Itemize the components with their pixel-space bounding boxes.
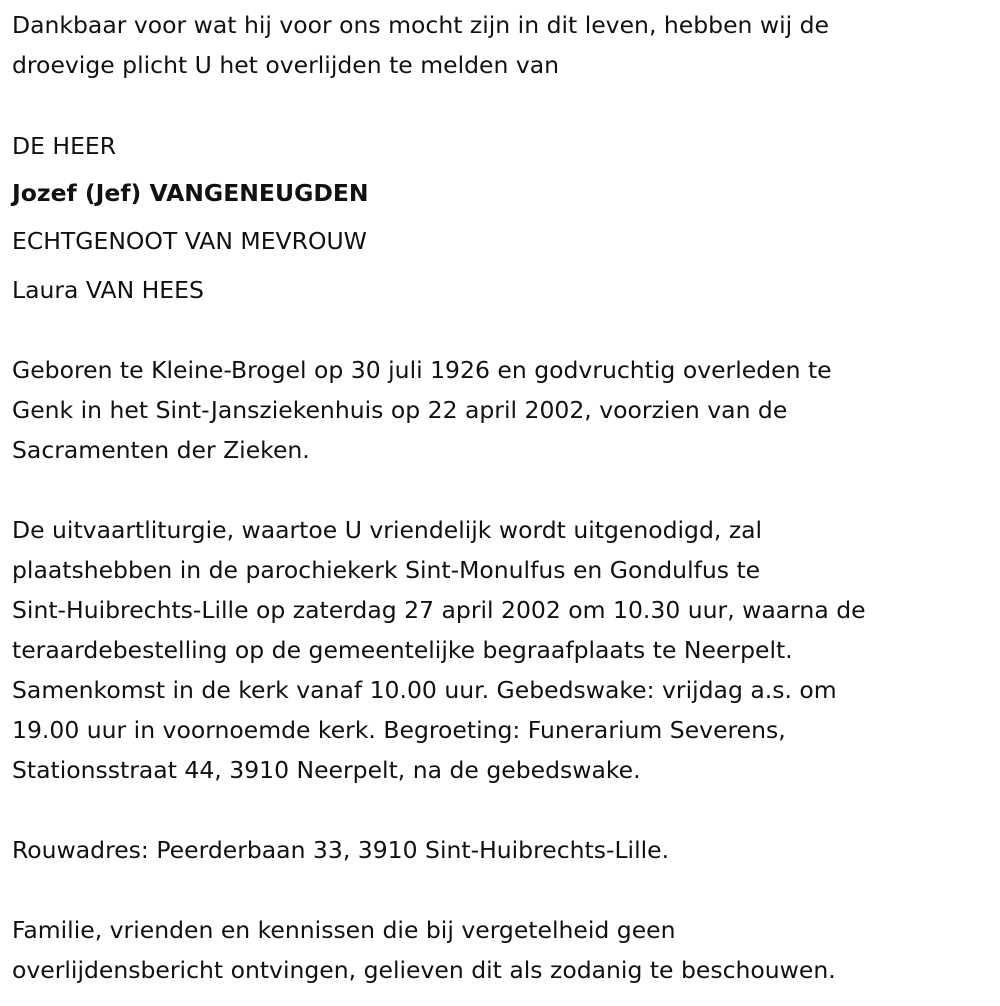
birth-death-line: Genk in het Sint-Jansziekenhuis op 22 april 2002, voorzien van de xyxy=(12,396,788,424)
funeral-line: Samenkomst in de kerk vanaf 10.00 uur. Gebedswake: vrijdag a.s. om xyxy=(12,676,837,704)
funeral-line: teraardebestelling op de gemeentelijke begraafplaats te Neerpelt. xyxy=(12,636,793,664)
spouse-label: ECHTGENOOT VAN MEVROUW xyxy=(12,227,367,255)
funeral-line: Stationsstraat 44, 3910 Neerpelt, na de gebedswake. xyxy=(12,756,641,784)
funeral-line: De uitvaartliturgie, waartoe U vriendelijk wordt uitgenodigd, zal xyxy=(12,516,763,544)
birth-death-line: Sacramenten der Zieken. xyxy=(12,436,310,464)
funeral-line: 19.00 uur in voornoemde kerk. Begroeting: Funerarium Severens, xyxy=(12,716,786,744)
funeral-line: Sint-Huibrechts-Lille op zaterdag 27 april 2002 om 10.30 uur, waarna de xyxy=(12,596,866,624)
funeral-line: plaatshebben in de parochiekerk Sint-Monulfus en Gondulfus te xyxy=(12,556,761,584)
deceased-name: Jozef (Jef) VANGENEUGDEN xyxy=(12,179,369,207)
intro-line: droevige plicht U het overlijden te melden van xyxy=(12,51,560,79)
closing-line: Familie, vrienden en kennissen die bij vergetelheid geen xyxy=(12,916,676,944)
spouse-name: Laura VAN HEES xyxy=(12,276,204,304)
title: DE HEER xyxy=(12,132,117,160)
mourning-address: Rouwadres: Peerderbaan 33, 3910 Sint-Huibrechts-Lille. xyxy=(12,836,670,864)
birth-death-line: Geboren te Kleine-Brogel op 30 juli 1926 en godvruchtig overleden te xyxy=(12,356,832,384)
closing-line: overlijdensbericht ontvingen, gelieven dit als zodanig te beschouwen. xyxy=(12,956,836,984)
intro-line: Dankbaar voor wat hij voor ons mocht zijn in dit leven, hebben wij de xyxy=(12,11,830,39)
